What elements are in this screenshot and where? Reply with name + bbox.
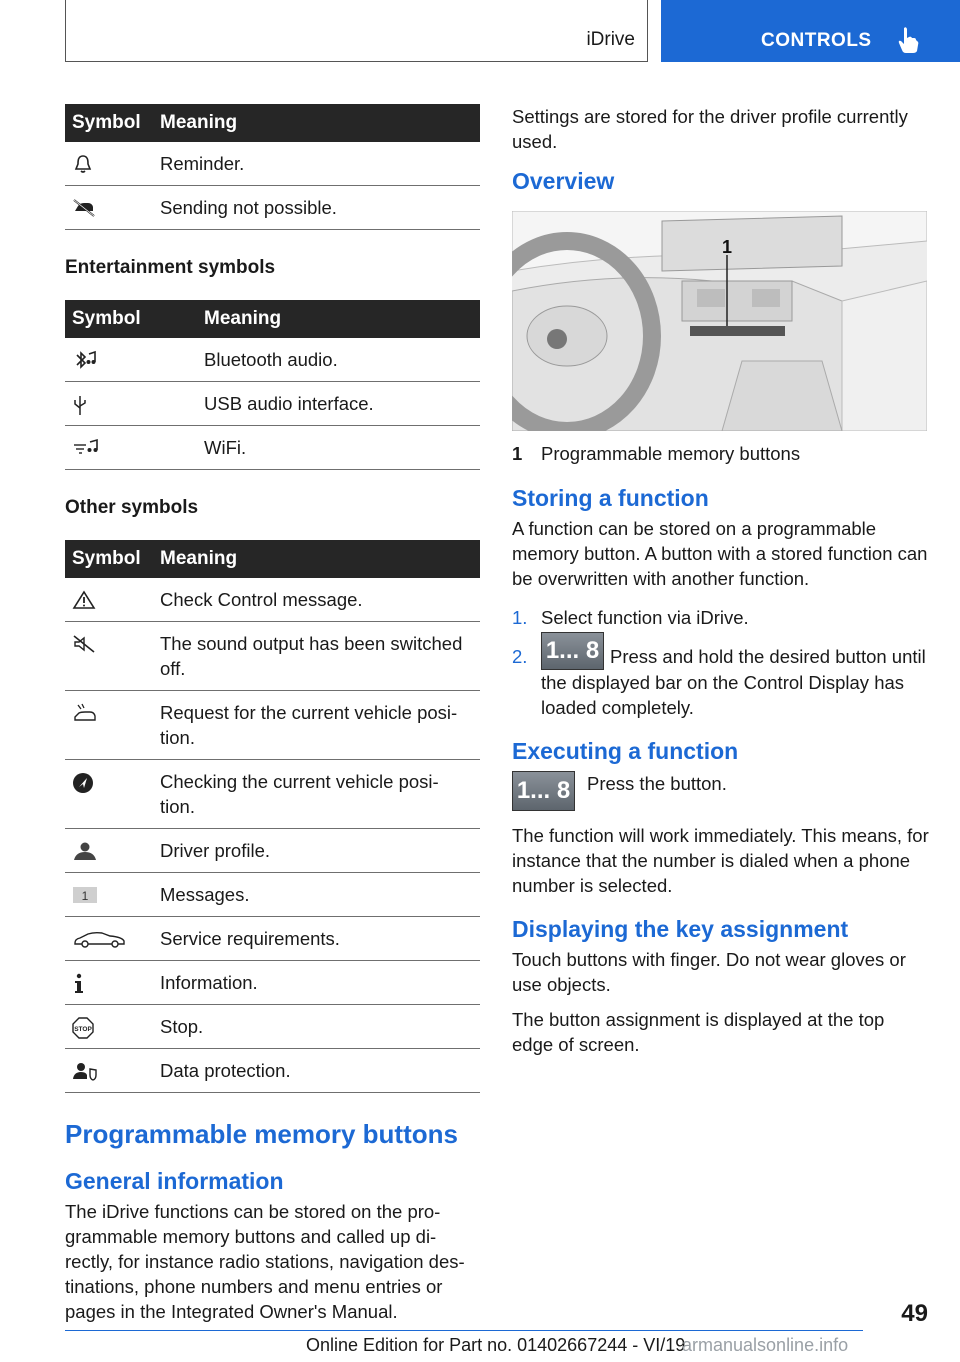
caption-text: Programmable memory buttons — [541, 443, 801, 464]
edition-text: Online Edition for Part no. 01402667244 - VI/19 — [306, 1335, 686, 1355]
left-column — [65, 104, 480, 1334]
driver-profile-icon — [72, 841, 146, 861]
table-row — [65, 578, 480, 622]
table-row — [65, 691, 480, 760]
right-column — [512, 104, 930, 1067]
meaning-cell: Bluetooth audio. — [197, 338, 480, 382]
executing-after-text: The function will work immediately. This means, for instance that the number is dialed when a phone number is selected. — [512, 825, 929, 896]
storing-text: A function can be stored on a programmable memory button. A button with a stored function can be overwritten with another function. — [512, 518, 928, 589]
table-row — [65, 426, 480, 470]
memory-button-image: 1... 8 — [512, 771, 575, 811]
displaying-text-1: Touch buttons with finger. Do not wear gloves or use objects. — [512, 949, 906, 995]
header-chapter-tab — [661, 0, 960, 62]
watermark-text: armanualsonline.info — [682, 1335, 849, 1355]
col-header-symbol: Symbol — [65, 540, 153, 578]
wifi-audio-icon — [72, 438, 190, 458]
step-text: Select function via iDrive. — [541, 607, 749, 628]
executing-heading: Executing a function — [512, 738, 739, 764]
table-row — [65, 382, 480, 426]
dashboard-figure — [512, 211, 927, 431]
meaning-cell: Messages. — [153, 873, 480, 917]
step-number: 1. — [512, 607, 528, 628]
meaning-cell: Reminder. — [153, 142, 480, 186]
table-row — [65, 873, 480, 917]
svg-text:STOP: STOP — [74, 1026, 92, 1033]
meaning-cell: WiFi. — [197, 426, 480, 470]
entertainment-heading: Entertainment symbols — [65, 257, 276, 278]
meaning-cell: Data protection. — [153, 1049, 480, 1093]
entertainment-table — [65, 300, 480, 470]
car-service-icon — [72, 929, 146, 949]
other-heading: Other symbols — [65, 497, 199, 518]
meaning-cell: Checking the current vehicle posi-tion. — [153, 760, 480, 829]
figure-caption — [512, 443, 930, 465]
bell-icon — [72, 154, 146, 174]
col-header-symbol: Symbol — [65, 104, 153, 142]
stop-icon — [72, 1017, 146, 1039]
list-item — [512, 637, 930, 720]
meaning-cell: Service requirements. — [153, 917, 480, 961]
table-row — [65, 829, 480, 873]
other-symbols-table — [65, 540, 480, 1093]
symbols-table-1 — [65, 104, 480, 230]
overview-heading: Overview — [512, 168, 615, 194]
sending-not-possible-icon — [72, 198, 146, 218]
caption-number: 1 — [512, 443, 523, 464]
table-row — [65, 1049, 480, 1093]
displaying-text-2: The button assignment is displayed at the top edge of screen. — [512, 1009, 885, 1055]
executing-row — [512, 771, 930, 811]
storing-steps — [512, 605, 930, 720]
table-row — [65, 760, 480, 829]
vehicle-position-request-icon — [72, 703, 146, 723]
svg-text:1: 1 — [81, 889, 89, 903]
displaying-heading: Displaying the key assignment — [512, 916, 849, 942]
warning-icon — [72, 590, 146, 610]
col-header-meaning: Meaning — [153, 540, 480, 578]
table-row — [65, 338, 480, 382]
general-info-heading: General information — [65, 1168, 284, 1194]
storing-heading: Storing a function — [512, 485, 709, 511]
table-row — [65, 622, 480, 691]
usb-icon — [72, 394, 190, 416]
col-header-meaning: Meaning — [197, 300, 480, 338]
general-info-text: The iDrive functions can be stored on the pro-grammable memory buttons and called up di-rectly, for instance radio stations, navigation des-tinations, phone numbers and menu entries or pages in the Integrated Owner's Manual. — [65, 1201, 465, 1322]
header-chapter-title: CONTROLS — [761, 30, 872, 51]
meaning-cell: Stop. — [153, 1005, 480, 1049]
meaning-cell: The sound output has been switched off. — [153, 622, 480, 691]
footer-rule — [65, 1330, 863, 1331]
col-header-meaning: Meaning — [153, 104, 480, 142]
dashboard-illustration — [512, 211, 927, 431]
memory-button-image: 1... 8 — [541, 632, 604, 670]
meaning-cell: Sending not possible. — [153, 186, 480, 230]
meaning-cell: Check Control message. — [153, 578, 480, 622]
table-row — [65, 961, 480, 1005]
memory-section-title: Programmable memory buttons — [65, 1119, 458, 1149]
page-number: 49 — [901, 1300, 928, 1327]
header-section-box — [65, 0, 648, 62]
table-row — [65, 1005, 480, 1049]
intro-text: Settings are stored for the driver profile currently used. — [512, 106, 908, 152]
executing-text: Press the button. — [587, 773, 727, 794]
list-item — [512, 605, 930, 630]
header-section-title: iDrive — [586, 29, 635, 50]
bluetooth-audio-icon — [72, 350, 190, 372]
meaning-cell: Request for the current vehicle posi-tion. — [153, 691, 480, 760]
table-row — [65, 142, 480, 186]
meaning-cell: Driver profile. — [153, 829, 480, 873]
data-protection-icon — [72, 1061, 146, 1081]
pointing-hand-icon — [897, 26, 919, 59]
sound-off-icon — [72, 634, 146, 654]
meaning-cell: Information. — [153, 961, 480, 1005]
table-row — [65, 917, 480, 961]
info-icon — [72, 973, 146, 995]
table-row — [65, 186, 480, 230]
navigation-arrow-icon — [72, 772, 146, 794]
step-text: Press and hold the desired button until the displayed bar on the Control Display has loaded completely. — [541, 646, 926, 718]
figure-callout-1: 1 — [722, 237, 733, 257]
meaning-cell: USB audio interface. — [197, 382, 480, 426]
step-number: 2. — [512, 646, 528, 667]
col-header-symbol: Symbol — [65, 300, 197, 338]
messages-icon — [72, 885, 146, 905]
